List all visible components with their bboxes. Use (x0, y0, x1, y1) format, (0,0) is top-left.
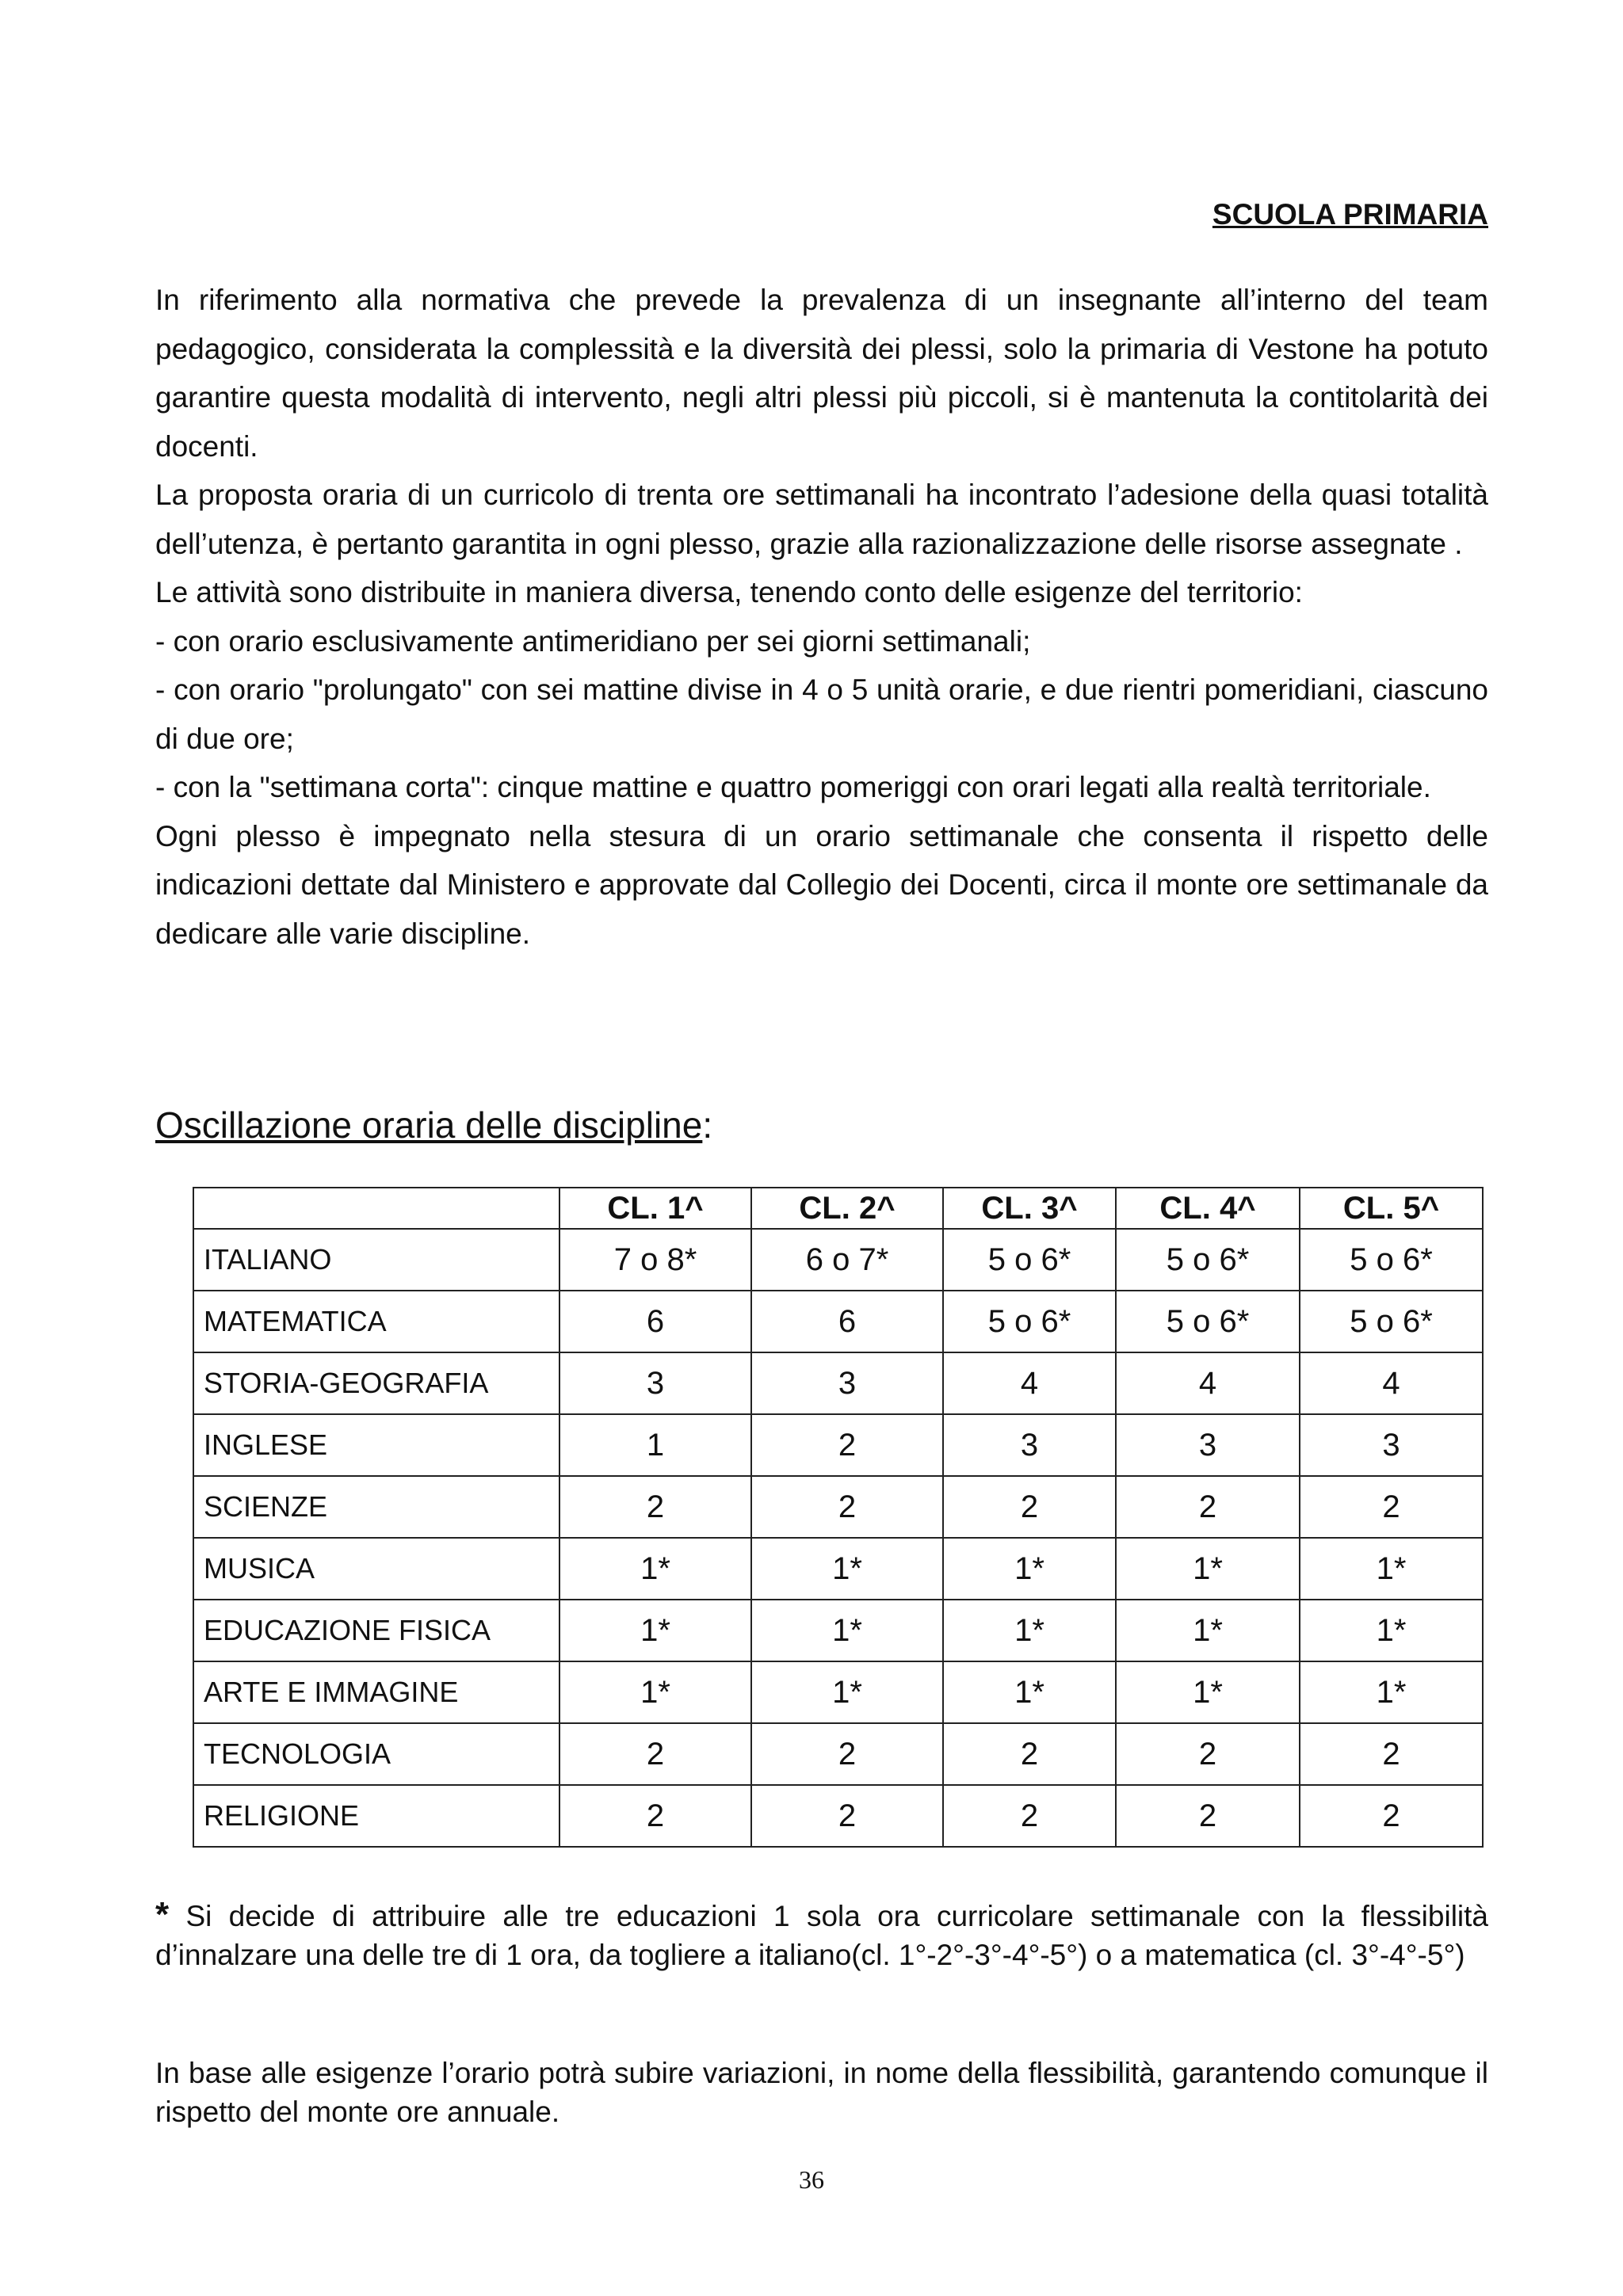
hours-cell: 3 (751, 1352, 943, 1414)
table-row (193, 1661, 1483, 1723)
subject-cell: ITALIANO (193, 1229, 559, 1291)
hours-cell: 1* (943, 1600, 1116, 1661)
hours-cell: 2 (1116, 1785, 1300, 1847)
subject-cell: EDUCAZIONE FISICA (193, 1600, 559, 1661)
subject-cell: RELIGIONE (193, 1785, 559, 1847)
table-row (193, 1723, 1483, 1785)
paragraph-settimana-corta: - con la "settimana corta": cinque mattine e quattro pomeriggi con orari legati alla realtà territoriale. (155, 771, 1431, 803)
hours-cell: 7 o 8* (559, 1229, 751, 1291)
hours-cell: 3 (1116, 1414, 1300, 1476)
table-row (193, 1291, 1483, 1352)
subject-cell: INGLESE (193, 1414, 559, 1476)
hours-cell: 1 (559, 1414, 751, 1476)
paragraph-attivita: Le attività sono distribuite in maniera diversa, tenendo conto delle esigenze del territorio: (155, 576, 1303, 608)
table-header-cell: CL. 5^ (1300, 1188, 1483, 1229)
paragraph-orario-prolungato: - con orario "prolungato" con sei mattine divise in 4 o 5 unità orarie, e due rientri pomeridiani, ciascuno di due ore; (155, 673, 1488, 755)
hours-cell: 5 o 6* (1116, 1291, 1300, 1352)
table-header-cell: CL. 4^ (1116, 1188, 1300, 1229)
hours-cell: 5 o 6* (1300, 1291, 1483, 1352)
hours-cell: 6 (751, 1291, 943, 1352)
hours-cell: 1* (943, 1538, 1116, 1600)
hours-cell: 2 (1300, 1785, 1483, 1847)
subject-cell: MUSICA (193, 1538, 559, 1600)
table-row (193, 1600, 1483, 1661)
hours-cell: 3 (559, 1352, 751, 1414)
page-number: 36 (799, 2165, 824, 2194)
hours-cell: 5 o 6* (943, 1229, 1116, 1291)
hours-cell: 2 (751, 1785, 943, 1847)
hours-cell: 1* (1300, 1661, 1483, 1723)
hours-cell: 2 (751, 1476, 943, 1538)
hours-cell: 2 (559, 1723, 751, 1785)
hours-cell: 1* (1116, 1600, 1300, 1661)
section-heading-text: Oscillazione oraria delle discipline (155, 1104, 703, 1146)
hours-cell: 3 (943, 1414, 1116, 1476)
hours-cell: 1* (1300, 1600, 1483, 1661)
hours-cell: 4 (1300, 1352, 1483, 1414)
table-header-cell: CL. 2^ (751, 1188, 943, 1229)
page-title: SCUOLA PRIMARIA (1212, 198, 1488, 231)
closing-paragraph: In base alle esigenze l’orario potrà subire variazioni, in nome della flessibilità, garantendo comunque il rispetto del monte ore annuale. (155, 2057, 1488, 2128)
hours-cell: 1* (1300, 1538, 1483, 1600)
paragraph-orario-settimanale: Ogni plesso è impegnato nella stesura di un orario settimanale che consenta il rispetto delle indicazioni dettate dal Ministero e approvate dal Collegio dei Docenti, circa il monte ore settimanale da dedicare alle varie discipline. (155, 819, 1488, 950)
subject-cell: MATEMATICA (193, 1291, 559, 1352)
table-row (193, 1352, 1483, 1414)
table-row (193, 1538, 1483, 1600)
table-header-row (193, 1188, 1483, 1229)
footnote (155, 1895, 1488, 1974)
hours-cell: 2 (943, 1723, 1116, 1785)
hours-cell: 5 o 6* (1116, 1229, 1300, 1291)
footnote-marker: * (155, 1895, 170, 1934)
hours-cell: 5 o 6* (1300, 1229, 1483, 1291)
hours-cell: 2 (559, 1785, 751, 1847)
hours-cell: 1* (1116, 1661, 1300, 1723)
hours-cell: 2 (751, 1723, 943, 1785)
hours-cell: 1* (943, 1661, 1116, 1723)
hours-cell: 4 (943, 1352, 1116, 1414)
hours-cell: 1* (1116, 1538, 1300, 1600)
hours-table (193, 1187, 1484, 1848)
hours-cell: 2 (1300, 1476, 1483, 1538)
table-header-cell (193, 1188, 559, 1229)
hours-cell: 1* (559, 1661, 751, 1723)
hours-cell: 3 (1300, 1414, 1483, 1476)
hours-cell: 2 (1116, 1476, 1300, 1538)
hours-cell: 2 (1116, 1723, 1300, 1785)
table-row (193, 1785, 1483, 1847)
hours-cell: 2 (1300, 1723, 1483, 1785)
hours-cell: 1* (751, 1661, 943, 1723)
hours-cell: 5 o 6* (943, 1291, 1116, 1352)
subject-cell: ARTE E IMMAGINE (193, 1661, 559, 1723)
paragraph-normativa: In riferimento alla normativa che prevede la prevalenza di un insegnante all’interno del team pedagogico, considerata la complessità e la diversità dei plessi, solo la primaria di Vestone ha potuto garantire questa modalità di intervento, negli altri plessi più piccoli, si è mantenuta la contitolarità dei docenti. (155, 284, 1488, 463)
hours-cell: 6 (559, 1291, 751, 1352)
footnote-text: Si decide di attribuire alle tre educazioni 1 sola ora curricolare settimanale con la flessibilità d’innalzare una delle tre di 1 ora, da togliere a italiano(cl. 1°-2°-3°-4°-5°) o a matematica (cl. 3°-4°-5°) (155, 1900, 1488, 1971)
table-row (193, 1229, 1483, 1291)
hours-cell: 2 (559, 1476, 751, 1538)
hours-cell: 1* (751, 1600, 943, 1661)
hours-cell: 1* (559, 1538, 751, 1600)
hours-cell: 2 (943, 1785, 1116, 1847)
table-header-cell: CL. 3^ (943, 1188, 1116, 1229)
table-body (193, 1229, 1483, 1847)
table-row (193, 1414, 1483, 1476)
paragraph-orario-antimeridiano: - con orario esclusivamente antimeridiano per sei giorni settimanali; (155, 624, 1031, 658)
body-text (155, 276, 1488, 958)
hours-cell: 6 o 7* (751, 1229, 943, 1291)
hours-cell: 2 (751, 1414, 943, 1476)
hours-cell: 4 (1116, 1352, 1300, 1414)
hours-cell: 1* (559, 1600, 751, 1661)
subject-cell: SCIENZE (193, 1476, 559, 1538)
subject-cell: STORIA-GEOGRAFIA (193, 1352, 559, 1414)
paragraph-proposta-oraria: La proposta oraria di un curricolo di trenta ore settimanali ha incontrato l’adesione della quasi totalità dell’utenza, è pertanto garantita in ogni plesso, grazie alla razionalizzazione delle risorse assegnate . (155, 479, 1488, 560)
hours-cell: 2 (943, 1476, 1116, 1538)
section-heading-colon: : (702, 1104, 713, 1146)
table-header-cell: CL. 1^ (559, 1188, 751, 1229)
section-heading (155, 1101, 712, 1149)
table-row (193, 1476, 1483, 1538)
hours-cell: 1* (751, 1538, 943, 1600)
subject-cell: TECNOLOGIA (193, 1723, 559, 1785)
